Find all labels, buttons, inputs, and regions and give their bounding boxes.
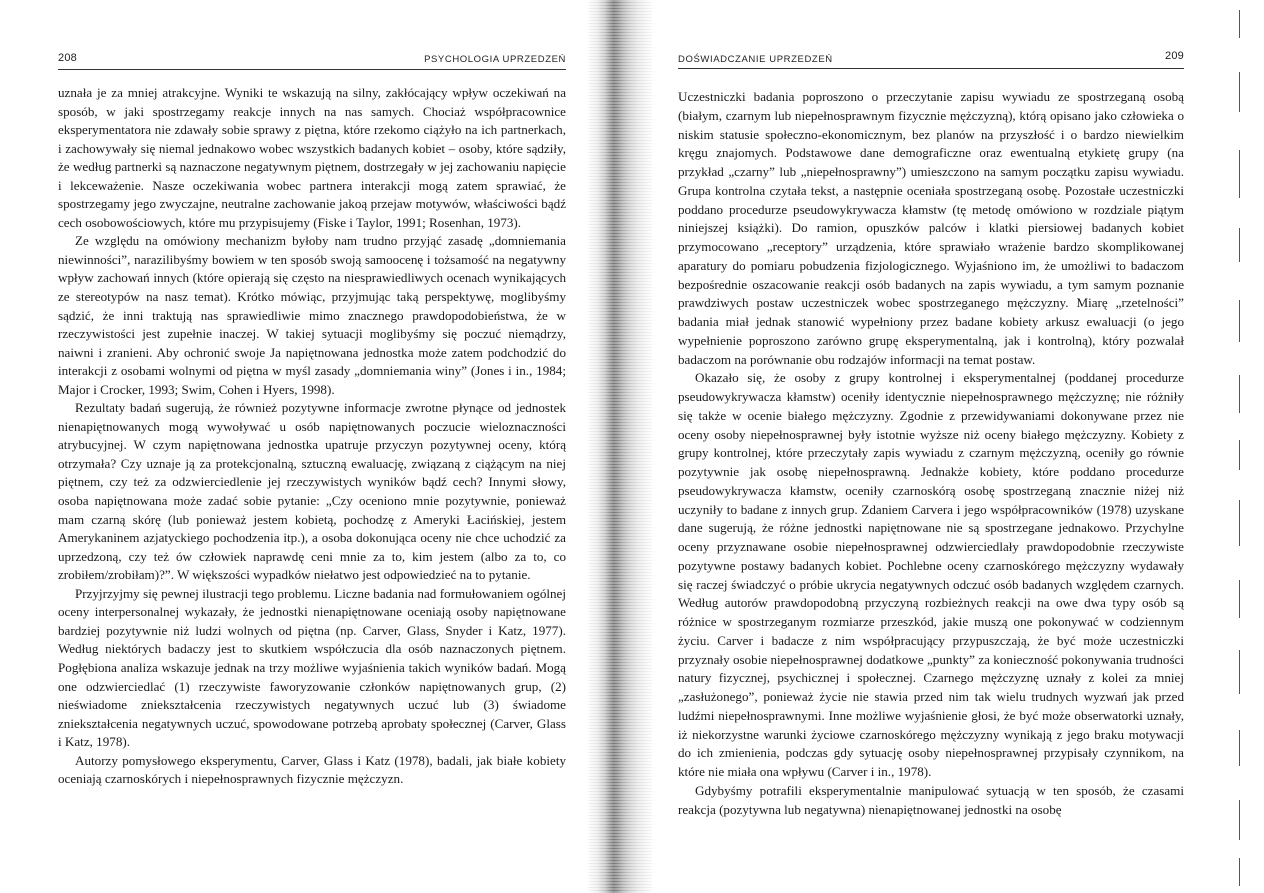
page-edge-mark: [1239, 375, 1240, 413]
paragraph: Przyjrzyjmy się pewnej ilustracji tego problemu. Liczne badania nad formułowaniem ogólnej oceny interpersonalnej wykazały, że jednostki nienapiętnowane oceniają osoby napiętnowane bardziej pozytywnie niż ludzi wolnych od piętna (np. Carver, Glass, Snyder i Katz, 1977). Według niektórych badaczy jest to skutkiem współczucia dla osób naznaczonych piętnem. Pogłębiona analiza wskazuje jednak na trzy możliwe wyjaśnienia takich wyników badań. Mogą one odzwierciedlać (1) rzeczywiste faworyzowanie członków napiętnowanych grup, (2) nieświadome zniekształcenia rzeczywistych negatywnych uczuć lub (3) świadome zniekształcenia negatywnych uczuć, spowodowane potrzebą aprobaty społecznej (Carver, Glass i Katz, 1978).: [58, 585, 566, 750]
page-edge-mark: [1239, 650, 1240, 694]
paragraph: Autorzy pomysłowego eksperymentu, Carver, Glass i Katz (1978), badali, jak białe kobiety oceniają czarnoskórych i niepełnosprawnych fizycznie mężczyzn.: [58, 752, 566, 787]
page-edge-mark: [1239, 300, 1240, 342]
page-edge-mark: [1239, 800, 1240, 840]
running-head: PSYCHOLOGIA UPRZEDZEŃ: [424, 54, 566, 65]
page-edge-mark: [1239, 500, 1240, 546]
paragraph: Rezultaty badań sugerują, że również pozytywne informacje zwrotne płynące od jednostek nienapiętnowanych mogą wywoływać u osób napiętnowanych poczucie wieloznaczności atrybucyjnej. W czym napiętnowana jednostka upatruje przyczyn pozytywnej oceny, którą otrzymała? Czy uznaje ją za protekcjonalną, sztuczną ewaluację, związaną z ciążącym na niej piętnem, czy też za odzwierciedlenie jej rzeczywistych wyników bądź cech? Innymi słowy, osoba napiętnowana może zadać sobie pytanie: „Czy oceniono mnie pozytywnie, ponieważ mam czarną skórę (lub ponieważ jestem kobietą, pochodzę z Ameryki Łacińskiej, jestem Amerykaninem azjatyckiego pochodzenia itp.), a osoba dokonująca oceny nie chce uchodzić za uprzedzoną, czy też ów człowiek naprawdę ceni mnie za to, kim jestem (albo za to, co zrobiłem/zrobiłam)?”. W większości wypadków niełatwo jest odpowiedzieć na to pytanie.: [58, 400, 566, 583]
page-number: 209: [1165, 50, 1184, 62]
page-edge-mark: [1239, 228, 1240, 262]
left-page-text: [58, 84, 566, 789]
paragraph: uznała je za mniej atrakcyjne. Wyniki te wskazują na silny, zakłócający wpływ oczekiwań na sposób, w jaki spostrzegamy reakcje innych na nas samych. Chociaż współpracownice eksperymentatora nie zdawały sobie sprawy z piętna, które rzekomo ciążyło na ich partnerkach, i zachowywały się niemal jednakowo wobec wszystkich badanych kobiet – osoby, które sądziły, że według partnerki są naznaczone negatywnym piętnem, dostrzegały w jej zachowaniu napięcie i lekceważenie. Nasze oczekiwania wobec partnera interakcji mogą zatem sprawiać, że spostrzegamy jego zwyczajne, neutralne zachowanie jakoą przejaw motywów, właściwości bądź cech osobowościowych, które mu przypisujemy (Fiske i Taylor, 1991; Rosenhan, 1973).: [58, 85, 566, 230]
header-rule: [58, 69, 566, 70]
header-rule: [678, 68, 1184, 69]
paragraph: Ze względu na omówiony mechanizm byłoby nam trudno przyjąć zasadę „domniemania niewinności”, narazilibyśmy bowiem w ten sposób swoją samoocenę i tożsamość na negatywny wpływ zachowań innych (które opierają się często na niesprawiedliwych ocenach wynikających ze stereotypów na nasz temat). Krótko mówiąc, przyjmując taką perspektywę, moglibyśmy sądzić, że inni traktują nas sprawiedliwie mimo znacznego prawdopodobieństwa, że w rzeczywistości jest zupełnie inaczej. W takiej sytuacji moglibyśmy się poczuć niemądrzy, naiwni i zranieni. Aby ochronić swoje Ja napiętnowana jednostka może zatem podchodzić do interakcji z osobami wolnymi od piętna w myśl zasady „domniemania winy” (Jones i in., 1984; Major i Crocker, 1993; Swim, Cohen i Hyers, 1998).: [58, 233, 566, 397]
page-edge-mark: [1239, 580, 1240, 618]
page-number: 208: [58, 52, 77, 64]
page-edge-mark: [1239, 440, 1240, 470]
page-edge-mark: [1239, 10, 1240, 38]
paragraph: Okazało się, że osoby z grupy kontrolnej i eksperymentalnej (poddanej procedurze pseudowykrywacza kłamstw) oceniły identycznie niepełnosprawnego mężczyznę; nie różniły się także w ocenie białego mężczyzny. Zgodnie z przewidywaniami dokonywane przez nie oceny osoby niepełnosprawnej były istotnie wyższe niż oceny białego mężczyzny. Kobiety z grupy kontrolnej, które przeczytały zapis wywiadu z czarnym mężczyzną, oceniły go równie pozytywnie jak osobę niepełnosprawną. Jednakże kobiety, które poddano procedurze pseudowykrywacza kłamstw, oceniły czarnoskórą osobę spostrzeganą znacznie niżej niż uczyniły to badane z innych grup. Zdaniem Carvera i jego współpracowników (1978) uzyskane dane sugerują, że różne jednostki napiętnowane nie są spostrzegane jednakowo. Przychylne oceny przyznawane osobie niepełnosprawnej odzwierciedlały prawdopodobnie rzeczywiste pozytywne postawy badanych kobiet. Pochlebne oceny czarnoskórego mężczyzny wydawały się raczej świadczyć o próbie ukrycia negatywnych odczuć osób badanych względem czarnych. Według autorów prawdopodobną przyczyną rozbieżnych reakcji na owe dwa typy osób są różnice w spostrzeganym rozmiarze przeszkód, jakie muszą one pokonywać w codziennym życiu. Carver i badacze z nim współpracujący przypuszczają, że być może uczestniczki przyznały osobie niepełnosprawnej dodatkowe „punkty” za konieczność pokonywania trudności natury fizycznej, psychicznej i społecznej. Czarnego mężczyznę uznały z kolei za mniej „zasłużonego”, ponieważ życie nie stawia przed nim tak wielu trudnych wyzwań jak przed ludźmi niepełnosprawnymi. Inne możliwe wyjaśnienie głosi, że być może obserwatorki uznały, iż niekorzystne warunki życiowe czarnoskórego mężczyzny wynikają z jego braku motywacji do ich zmienienia, podczas gdy sytuację osoby niepełnosprawnej przypisały czynnikom, na które nie miała ona wpływu (Carver i in., 1978).: [678, 370, 1184, 779]
right-page-text: [678, 88, 1184, 819]
page-edge-mark: [1239, 72, 1240, 112]
book-gutter: [588, 0, 652, 893]
paragraph: Uczestniczki badania poproszono o przeczytanie zapisu wywiadu ze spostrzeganą osobą (białym, czarnym lub niepełnosprawnym fizycznie mężczyzną), którą opisano jako człowieka o niskim statusie społeczno-ekonomicznym, bez planów na przyszłość i o bardzo niewielkim kręgu znajomych. Podstawowe dane demograficzne oraz ewentualną etykietę grupy (na przykład „czarny” lub „niepełnosprawny”) umieszczono na samym początku zapisu wywiadu. Grupa kontrolna czytała tekst, a następnie oceniała spostrzeganą osobę. Pozostałe uczestniczki poddano procedurze pseudowykrywacza kłamstw (tę metodę omówiono w rozdziale piątym niniejszej książki). Do ramion, opuszków palców i klatki piersiowej badanych kobiet przymocowano „receptory” urządzenia, które sprawiało wrażenie bardzo skomplikowanej aparatury do pomiaru pobudzenia fizjologicznego. Wyjaśniono im, że umożliwi to badaczom bezpośrednie oszacowanie reakcji osób badanych na zapis wywiadu, a tym samym poznanie prawdziwych postaw uczestniczek wobec spostrzeganego mężczyzny. Miarę „rzetelności” badania miał jednak stanowić wypełniony przez badane kobiety arkusz ewaluacji (o jego wypełnienie poproszono zarówno grupę eksperymentalną, jak i kontrolną), który pozwalał badaczom na porównanie obu rodzajów informacji na temat postaw.: [678, 89, 1184, 367]
page-edge-mark: [1239, 730, 1240, 766]
running-head: DOŚWIADCZANIE UPRZEDZEŃ: [678, 54, 833, 65]
paragraph: Gdybyśmy potrafili eksperymentalnie manipulować sytuacją w ten sposób, że czasami reakcja (pozytywna lub negatywna) nienapiętnowanej jednostki na osobę: [678, 782, 1184, 817]
page-edge-mark: [1239, 150, 1240, 198]
page-edge-mark: [1239, 858, 1240, 886]
left-page: [0, 0, 600, 893]
